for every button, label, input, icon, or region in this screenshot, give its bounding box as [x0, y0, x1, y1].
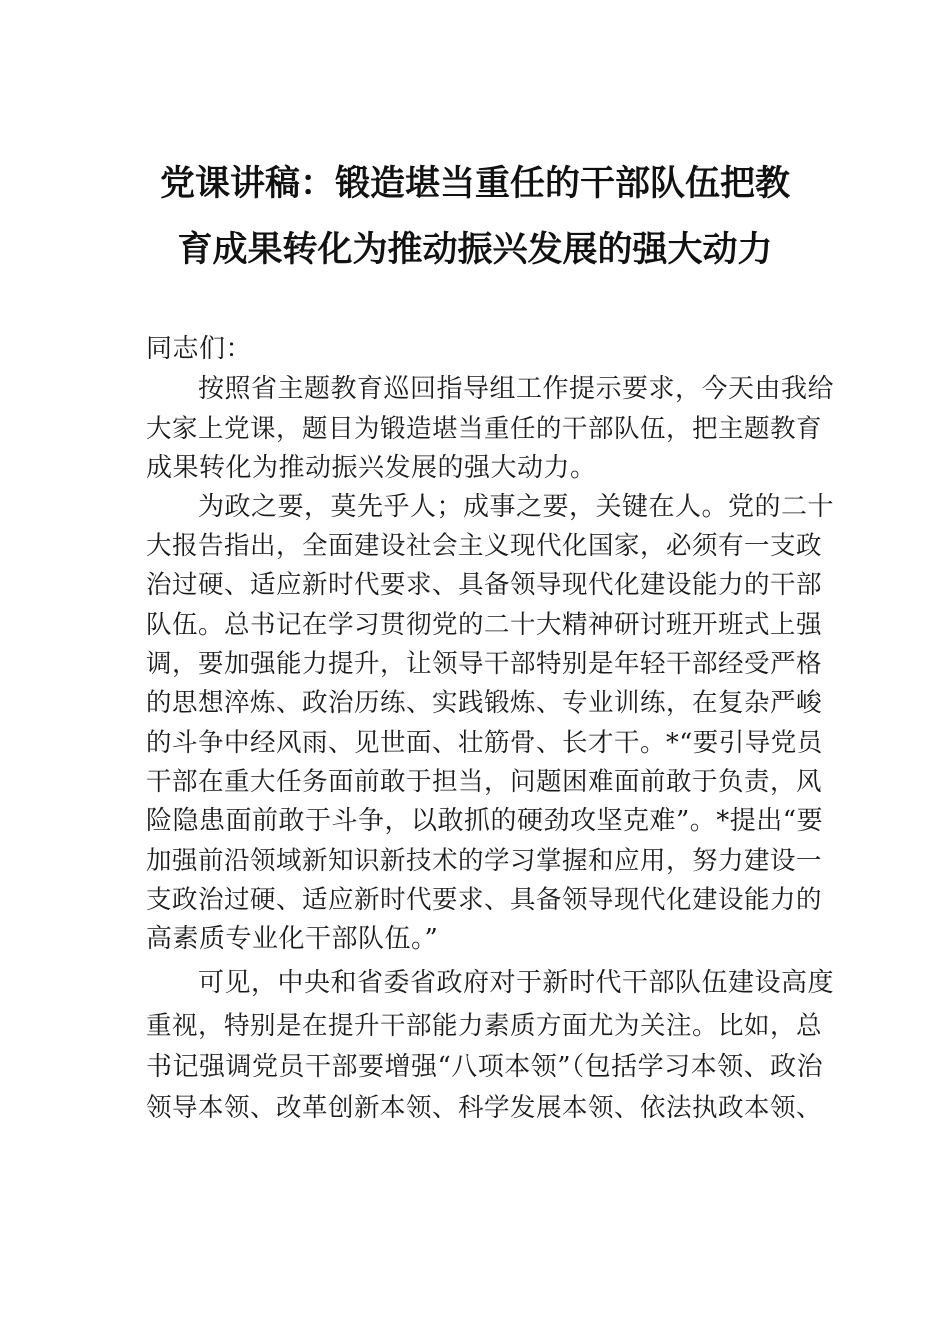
paragraph-2-line-4: 队伍。总书记在学习贯彻党的二十大精神研讨班开班式上强: [146, 610, 823, 640]
paragraph-2-line-2: 大报告指出，全面建设社会主义现代化国家，必须有一支政: [146, 531, 823, 561]
paragraph-2-line-8: 干部在重大任务面前敢于担当，问题困难面前敢于负责，风: [146, 767, 823, 797]
paragraph-3-line-2: 重视，特别是在提升干部能力素质方面尤为关注。比如，总: [146, 1011, 823, 1041]
paragraph-1-line-3: 成果转化为推动振兴发展的强大动力。: [146, 453, 597, 483]
paragraph-2-line-10: 加强前沿领域新知识新技术的学习掌握和应用，努力建设一: [146, 846, 823, 876]
document-title-line-2: 育成果转化为推动振兴发展的强大动力: [177, 230, 773, 270]
salutation: 同志们：: [146, 334, 253, 364]
paragraph-1-line-1: 按照省主题教育巡回指导组工作提示要求，今天由我给: [198, 374, 835, 404]
paragraph-2-line-5: 调，要加强能力提升，让领导干部特别是年轻干部经受严格: [146, 649, 823, 679]
paragraph-2-line-3: 治过硬、适应新时代要求、具备领导现代化建设能力的干部: [146, 570, 823, 600]
document-title-line-1: 党课讲稿：锻造堪当重任的干部队伍把教: [159, 164, 790, 204]
paragraph-1-line-2: 大家上党课，题目为锻造堪当重任的干部队伍，把主题教育: [146, 414, 823, 444]
paragraph-2-line-1: 为政之要，莫先乎人；成事之要，关键在人。党的二十: [198, 492, 835, 522]
paragraph-3-line-4: 领导本领、改革创新本领、科学发展本领、依法执政本领、: [146, 1093, 823, 1123]
paragraph-3-line-3: 书记强调党员干部要增强“八项本领”（包括学习本领、政治: [146, 1052, 824, 1082]
paragraph-2-line-11: 支政治过硬、适应新时代要求、具备领导现代化建设能力的: [146, 885, 823, 915]
paragraph-2-line-7: 的斗争中经风雨、见世面、壮筋骨、长才干。*“要引导党员: [146, 728, 823, 758]
paragraph-2-line-6: 的思想淬炼、政治历练、实践锻炼、专业训练，在复杂严峻: [146, 688, 823, 718]
paragraph-2-line-9: 险隐患面前敢于斗争，以敢抓的硬劲攻坚克难”。*提出“要: [146, 806, 824, 836]
paragraph-3-line-1: 可见，中央和省委省政府对于新时代干部队伍建设高度: [198, 968, 835, 998]
paragraph-2-line-12: 高素质专业化干部队伍。”: [146, 924, 439, 954]
